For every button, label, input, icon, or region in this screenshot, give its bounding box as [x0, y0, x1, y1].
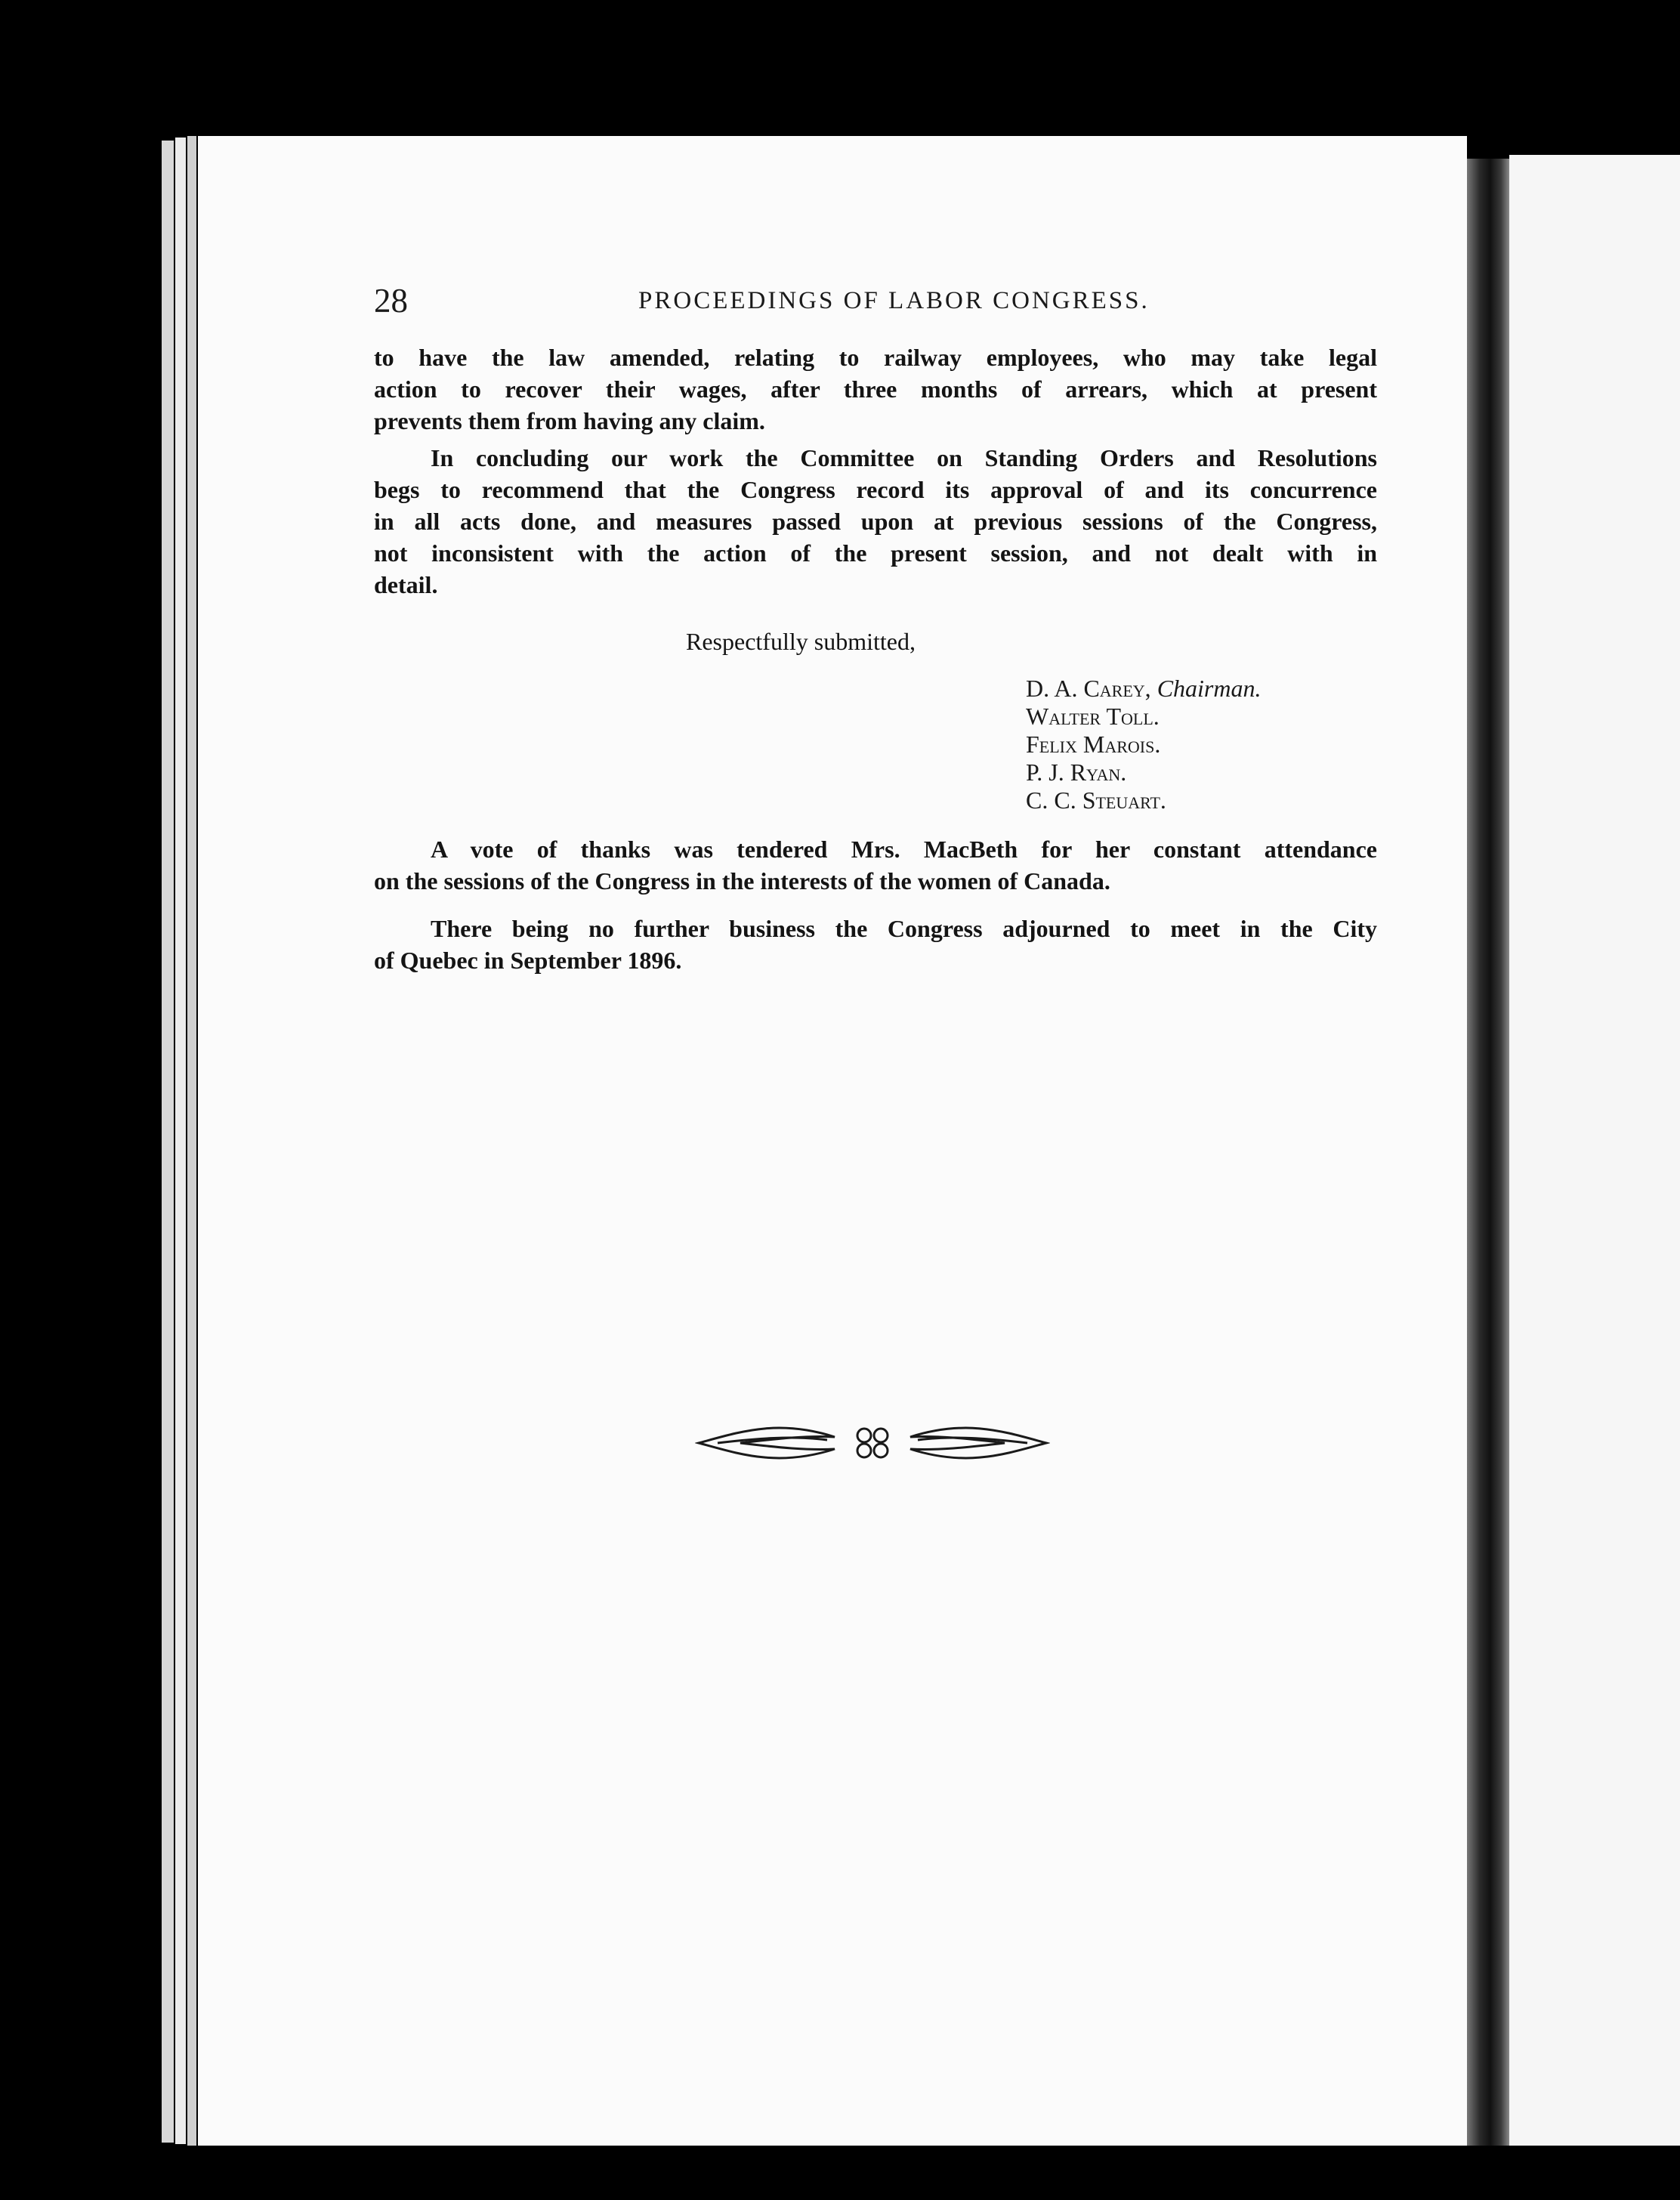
signatory [1026, 731, 1160, 759]
page-edge [162, 141, 174, 2143]
text-line: A vote of thanks was tendered Mrs. MacBeth for her constant attendance [431, 836, 1377, 863]
closing-line [686, 626, 1139, 657]
book-page [198, 136, 1467, 2146]
text-line: prevents them from having any claim. [374, 407, 765, 434]
text-line: on the sessions of the Congress in the interests of the women of Canada. [374, 867, 1110, 895]
signatory-name: C. C. Steuart. [1026, 786, 1166, 814]
signatory [1026, 786, 1166, 814]
running-title: PROCEEDINGS OF LABOR CONGRESS. [638, 287, 1150, 314]
signatory-name: D. A. Carey, [1026, 675, 1151, 702]
text-line: There being no further business the Congress adjourned to meet in the City [431, 915, 1377, 942]
text-line: action to recover their wages, after three months of arrears, which at present [374, 375, 1377, 403]
page-edge [175, 138, 186, 2144]
signatory-name: Felix Marois. [1026, 731, 1161, 758]
decorative-ornament [695, 1405, 1050, 1481]
page-edge [187, 136, 196, 2146]
signatory-name: Walter Toll. [1026, 703, 1160, 730]
paragraph-concluding [374, 442, 1377, 601]
text-line: In concluding our work the Committee on Standing Orders and Resolutions [431, 444, 1377, 471]
page-header [374, 281, 1379, 326]
facing-page [1509, 155, 1680, 2146]
book-gutter [1467, 159, 1509, 2146]
paragraph-railway-wages [374, 341, 1377, 437]
text-line: to have the law amended, relating to railway employees, who may take legal [374, 344, 1377, 371]
closing-text: Respectfully submitted, [686, 628, 916, 655]
text-line: begs to recommend that the Congress record its approval of and its concurrence [374, 476, 1377, 503]
text-line: not inconsistent with the action of the present session, and not dealt with in [374, 539, 1377, 567]
text-line: detail. [374, 571, 438, 598]
paragraph-vote-of-thanks [374, 833, 1377, 897]
paragraph-adjournment [374, 913, 1377, 976]
text-line: in all acts done, and measures passed upon at previous sessions of the Congress, [374, 508, 1377, 535]
signatory [1026, 703, 1160, 731]
signatory-title: Chairman. [1157, 675, 1262, 702]
text-line: of Quebec in September 1896. [374, 947, 682, 974]
page-number: 28 [374, 282, 408, 320]
signatory [1026, 675, 1261, 703]
signatory-name: P. J. Ryan. [1026, 759, 1127, 786]
signatory [1026, 759, 1126, 786]
